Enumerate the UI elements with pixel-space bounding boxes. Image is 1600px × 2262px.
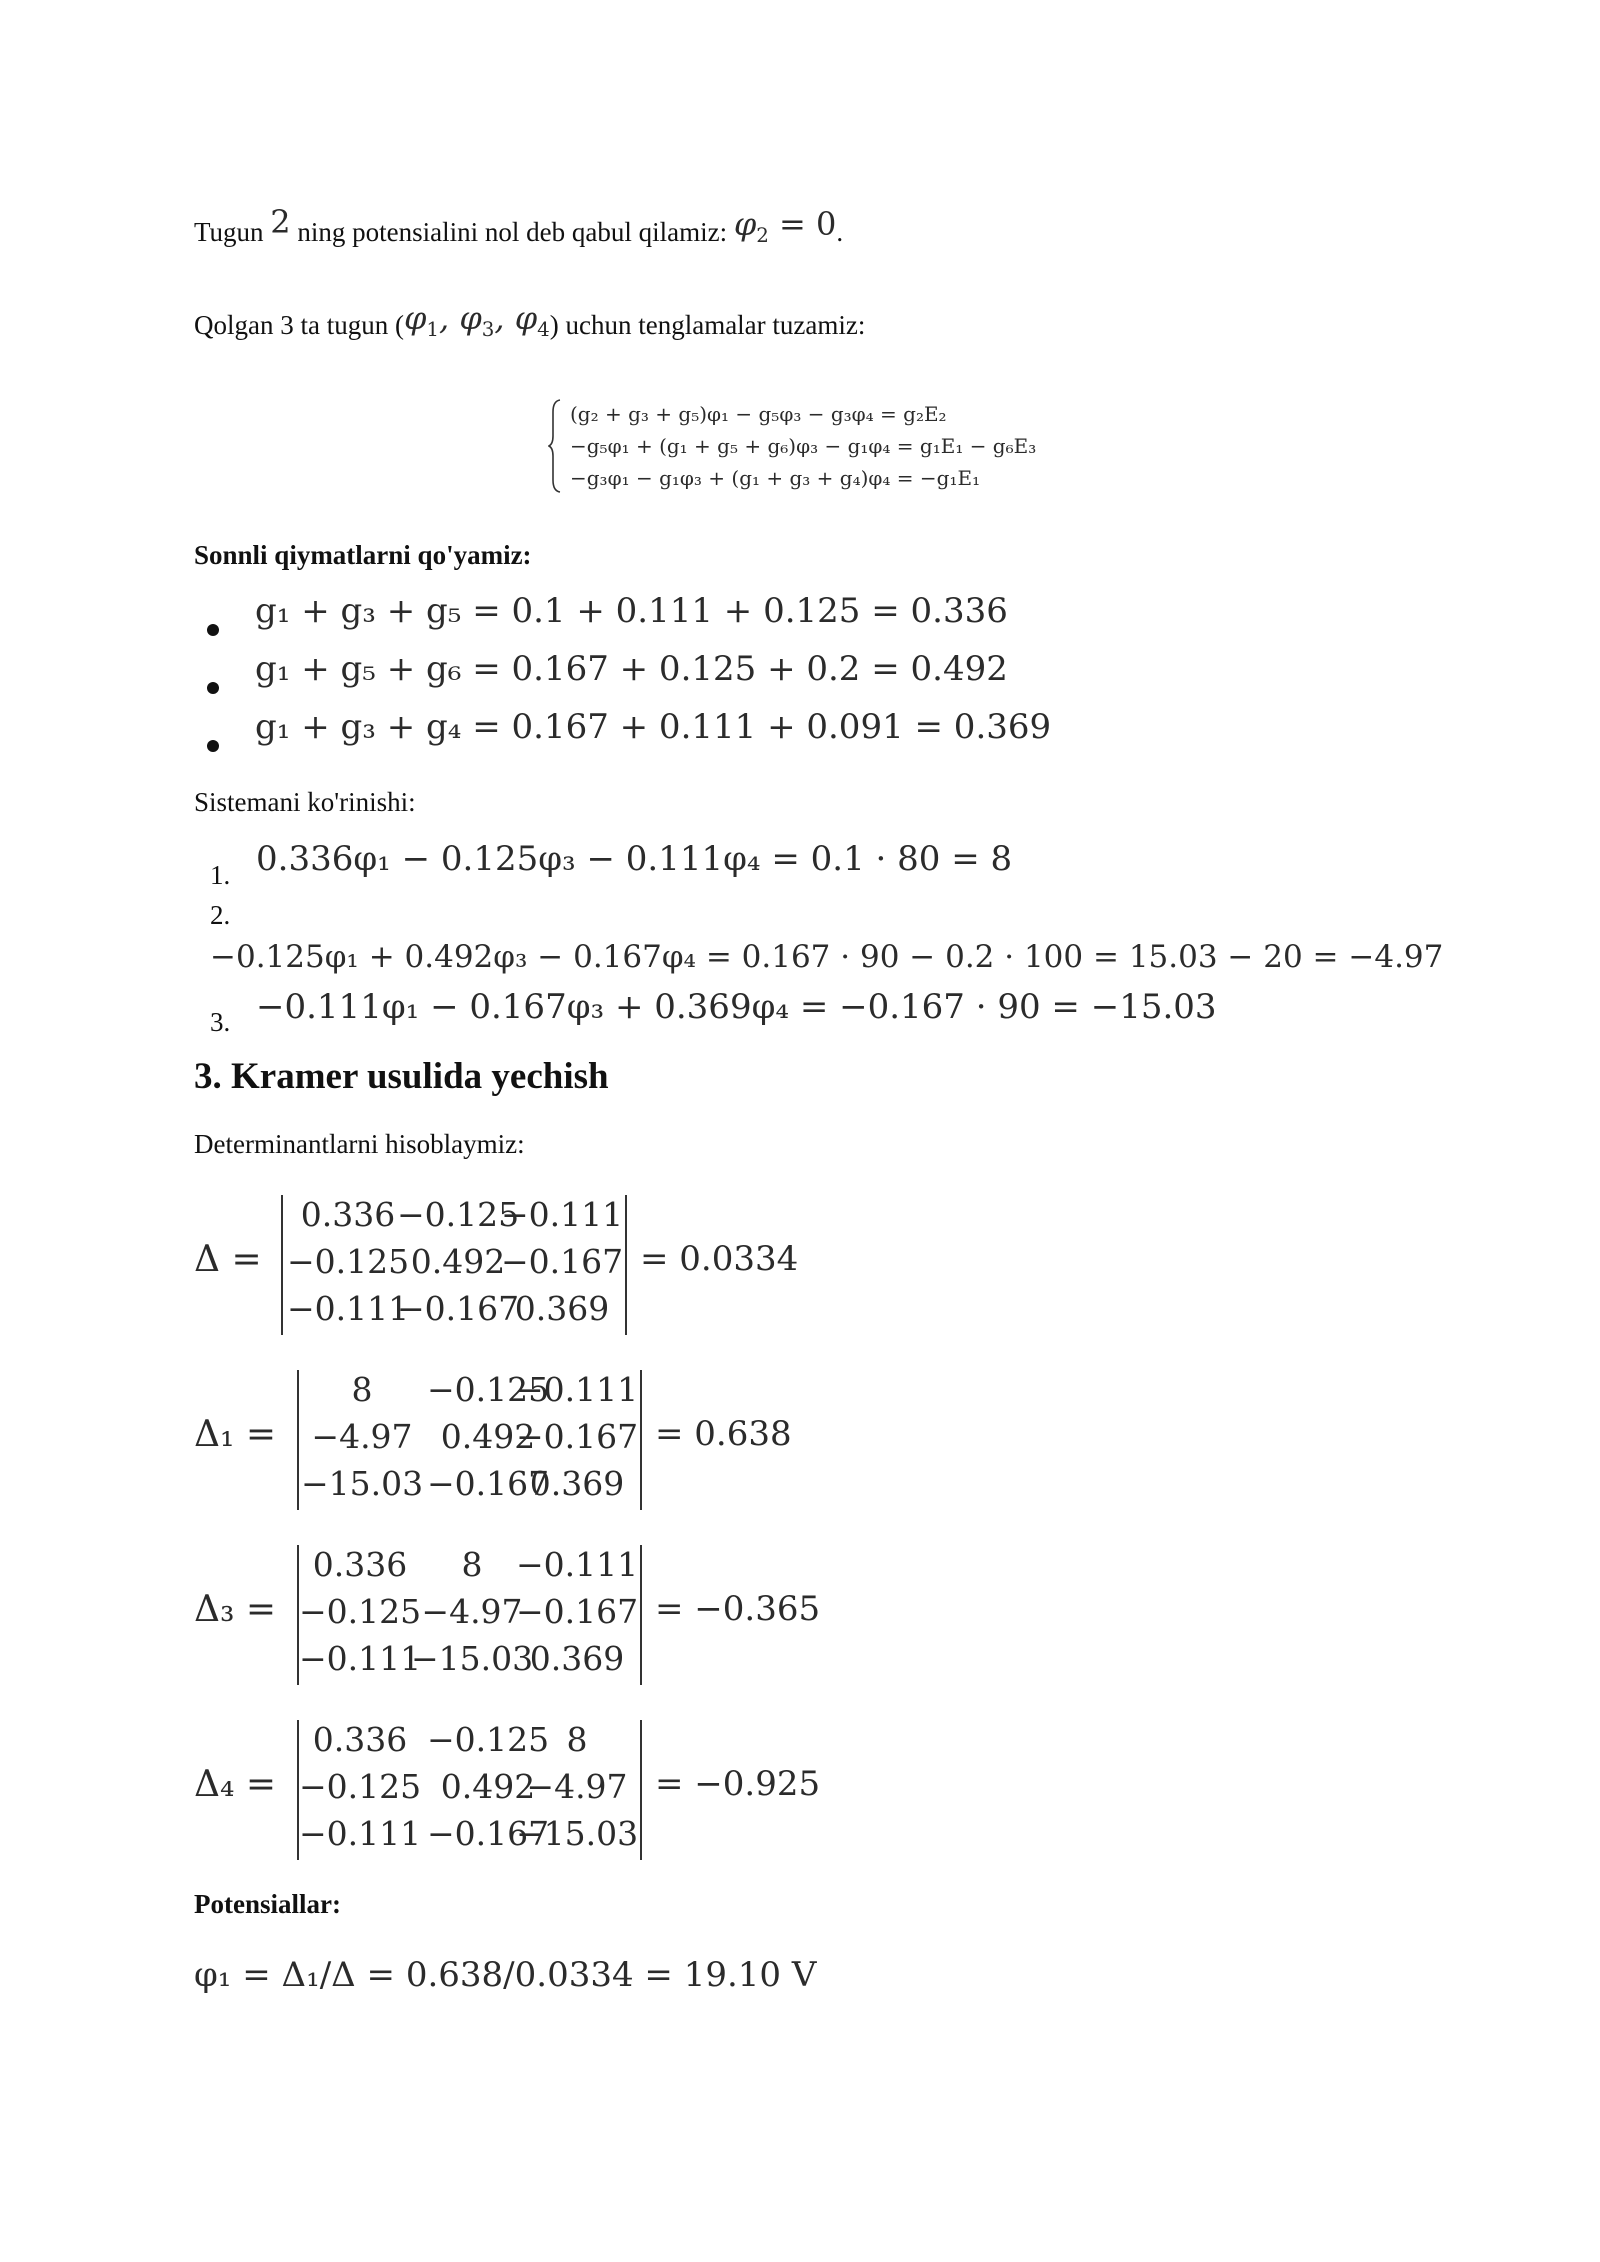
- det-cell: −15.03: [410, 1639, 534, 1678]
- det-cell: −0.125: [426, 1370, 550, 1409]
- numbered-equation-2: −0.125φ₁ + 0.492φ₃ − 0.167φ₄ = 0.167 · 90 − 0.2 · 100 = 15.03 − 20 = −4.97: [210, 939, 1444, 975]
- list-number-3: 3.: [210, 1007, 231, 1037]
- det-cell: −4.97: [526, 1767, 628, 1806]
- numbered-equation-3: −0.111φ₁ − 0.167φ₃ + 0.369φ₄ = −0.167 · 90 = −15.03: [256, 987, 1217, 1027]
- sum-equation-2: g₁ + g₅ + g₆ = 0.167 + 0.125 + 0.2 = 0.492: [255, 649, 1008, 689]
- node-number: 2: [270, 203, 291, 241]
- det-cell: 0.336: [312, 1545, 408, 1584]
- det-bar-right: [625, 1195, 627, 1335]
- line1-period: .: [836, 217, 844, 247]
- det-bar-right: [640, 1720, 642, 1860]
- text-qolgan: Qolgan 3 ta tugun (: [194, 310, 404, 340]
- det-result: = −0.925: [655, 1764, 821, 1804]
- det-cell: −0.111: [500, 1195, 624, 1234]
- sum-equation-1: g₁ + g₃ + g₅ = 0.1 + 0.111 + 0.125 = 0.336: [255, 591, 1008, 631]
- det-cell: 0.336: [300, 1195, 396, 1234]
- det-cell: 8: [351, 1370, 373, 1409]
- det-bar-right: [640, 1370, 642, 1510]
- det-cell: 8: [461, 1545, 483, 1584]
- det-label: Δ =: [194, 1239, 262, 1280]
- system-equation-2: −g₅φ₁ + (g₁ + g₅ + g₆)φ₃ − g₁φ₄ = g₁E₁ − g₆E₃: [570, 434, 1037, 458]
- phi2-value: = 0: [779, 205, 837, 243]
- det-cell: −4.97: [311, 1417, 413, 1456]
- det-cell: −0.111: [298, 1639, 422, 1678]
- det-label: Δ₃ =: [194, 1589, 277, 1630]
- potentials-heading: Potensiallar:: [194, 1889, 341, 1919]
- det-cell: 0.492: [440, 1767, 536, 1806]
- numeric-heading: Sonnli qiymatlarni qo'yamiz:: [194, 540, 532, 570]
- det-cell: −0.167: [500, 1242, 624, 1281]
- det-cell: 0.492: [440, 1417, 536, 1456]
- det-cell: −0.125: [286, 1242, 410, 1281]
- equation-system: [548, 398, 1036, 494]
- sum-equation-3: g₁ + g₃ + g₄ = 0.167 + 0.111 + 0.091 = 0.369: [255, 707, 1052, 747]
- det-label: Δ₁ =: [194, 1414, 277, 1455]
- det-cell: −0.111: [286, 1289, 410, 1328]
- det-cell: 8: [566, 1720, 588, 1759]
- det-cell: 0.492: [410, 1242, 506, 1281]
- bullet-icon: [207, 682, 219, 694]
- node-variables: $\varphi_1$, $\varphi_3$, $\varphi_4$: [403, 299, 550, 341]
- det-result: = 0.638: [655, 1414, 792, 1454]
- system-equation-3: −g₃φ₁ − g₁φ₃ + (g₁ + g₃ + g₄)φ₄ = −g₁E₁: [570, 466, 981, 490]
- list-number-2: 2.: [210, 900, 231, 930]
- det-cell: −4.97: [421, 1592, 523, 1631]
- det-cell: −0.125: [396, 1195, 520, 1234]
- det-cell: −0.167: [426, 1464, 550, 1503]
- det-cell: −0.167: [515, 1417, 639, 1456]
- det-cell: −0.167: [426, 1814, 550, 1853]
- phi2-formula: $\varphi_2 = 0$: [733, 205, 837, 247]
- phi1-formula: φ₁ = Δ₁/Δ = 0.638/0.0334 = 19.10 V: [194, 1955, 817, 1995]
- det-cell: −0.167: [396, 1289, 520, 1328]
- det-label: Δ₄ =: [194, 1764, 277, 1805]
- det-cell: −15.03: [300, 1464, 424, 1503]
- section-heading: 3. Kramer usulida yechish: [194, 1056, 609, 1097]
- det-cell: −0.125: [298, 1592, 422, 1631]
- list-number-1: 1.: [210, 860, 231, 890]
- left-brace-icon: [548, 398, 562, 494]
- det-cell: 0.336: [312, 1720, 408, 1759]
- det-cell: −15.03: [515, 1814, 639, 1853]
- intro-line-1: [194, 203, 844, 259]
- det-cell: −0.125: [426, 1720, 550, 1759]
- intro-line-2: [194, 299, 866, 352]
- det-result: = −0.365: [655, 1589, 821, 1629]
- text-potential-zero: ning potensialini nol deb qabul qilamiz:: [297, 217, 728, 247]
- det-cell: −0.167: [515, 1592, 639, 1631]
- text-uchun: ) uchun tenglamalar tuzamiz:: [549, 310, 866, 340]
- bullet-icon: [207, 624, 219, 636]
- det-cell: −0.111: [515, 1370, 639, 1409]
- det-cell: −0.111: [515, 1545, 639, 1584]
- system-view-label: Sistemani ko'rinishi:: [194, 787, 416, 817]
- det-cell: 0.369: [529, 1639, 625, 1678]
- bullet-icon: [207, 740, 219, 752]
- det-bar-right: [640, 1545, 642, 1685]
- numbered-equation-1: 0.336φ₁ − 0.125φ₃ − 0.111φ₄ = 0.1 · 80 = 8: [256, 839, 1013, 879]
- det-cell: 0.369: [514, 1289, 610, 1328]
- text-tugun: Tugun: [194, 217, 264, 247]
- det-intro: Determinantlarni hisoblaymiz:: [194, 1129, 525, 1159]
- det-cell: 0.369: [529, 1464, 625, 1503]
- det-result: = 0.0334: [640, 1239, 799, 1279]
- det-cell: −0.125: [298, 1767, 422, 1806]
- det-cell: −0.111: [298, 1814, 422, 1853]
- system-equation-1: (g₂ + g₃ + g₅)φ₁ − g₅φ₃ − g₃φ₄ = g₂E₂: [570, 402, 947, 426]
